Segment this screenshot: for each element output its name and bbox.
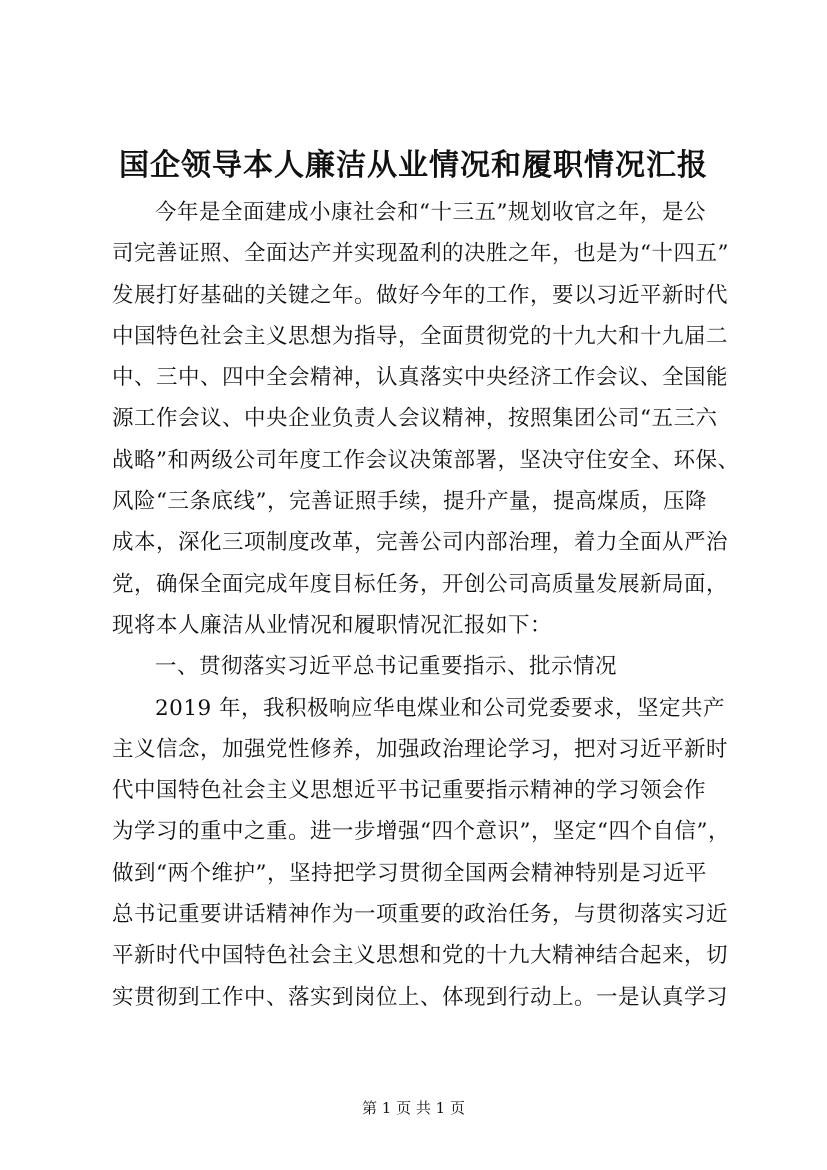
paragraph-line: 主义信念，加强党性修养，加强政治理论学习，把对习近平新时	[112, 736, 729, 762]
paragraph-line: 总书记重要讲话精神作为一项重要的政治任务，与贯彻落实习近	[112, 902, 729, 928]
paragraph-line: 现将本人廉洁从业情况和履职情况汇报如下：	[112, 612, 553, 638]
paragraph-line: 代中国特色社会主义思想近平书记重要指示精神的学习领会作	[112, 778, 707, 804]
paragraph-line: 实贯彻到工作中、落实到岗位上、体现到行动上。一是认真学习	[112, 984, 729, 1010]
paragraph-line: 今年是全面建成小康社会和“十三五”规划收官之年，是公	[155, 200, 706, 225]
paragraph-line: 发展打好基础的关键之年。做好今年的工作，要以习近平新时代	[112, 282, 729, 308]
paragraph-line: 风险“三条底线”，完善证照手续，提升产量，提高煤质，压降	[112, 489, 707, 515]
page-number-footer: 第 1 页 共 1 页	[362, 1099, 465, 1117]
paragraph-line: 中国特色社会主义思想为指导，全面贯彻党的十九大和十九届二	[112, 323, 729, 349]
paragraph-line: 党，确保全面完成年度目标任务，开创公司高质量发展新局面，	[112, 571, 729, 597]
paragraph-line: 2019 年，我积极响应华电煤业和公司党委要求，坚定共产	[155, 695, 726, 721]
section-heading: 一、贯彻落实习近平总书记重要指示、批示情况	[155, 654, 618, 680]
paragraph-line: 平新时代中国特色社会主义思想和党的十九大精神结合起来，切	[112, 943, 729, 969]
document-title: 国企领导本人廉洁从业情况和履职情况汇报	[119, 148, 708, 183]
document-body	[112, 192, 742, 1018]
paragraph-line: 做到“两个维护”，坚持把学习贯彻全国两会精神特别是习近平	[112, 860, 707, 886]
paragraph-line: 战略”和两级公司年度工作会议决策部署，坚决守住安全、环保、	[112, 447, 740, 473]
paragraph-line: 中、三中、四中全会精神，认真落实中央经济工作会议、全国能	[112, 365, 729, 391]
paragraph-line: 司完善证照、全面达产并实现盈利的决胜之年，也是为“十四五”	[112, 241, 729, 267]
paragraph-line: 为学习的重中之重。进一步增强“四个意识”，坚定“四个自信”，	[112, 819, 730, 845]
paragraph-line: 成本，深化三项制度改革，完善公司内部治理，着力全面从严治	[112, 530, 729, 556]
paragraph-line: 源工作会议、中央企业负责人会议精神，按照集团公司“五三六	[112, 406, 718, 432]
